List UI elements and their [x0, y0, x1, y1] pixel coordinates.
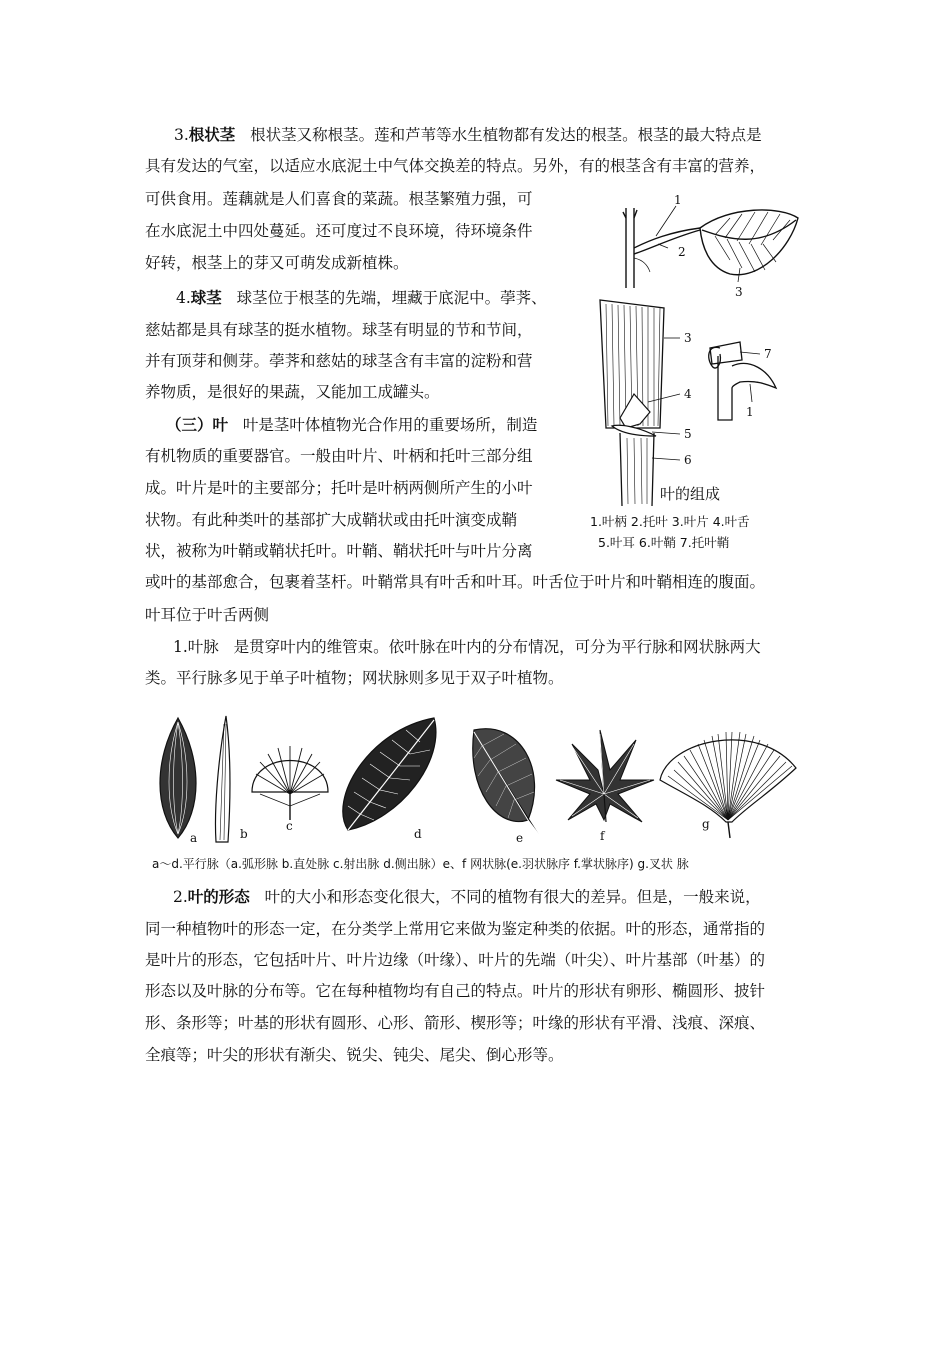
- letter-c: c: [286, 819, 293, 833]
- leaf-text-3: 成。叶片是叶的主要部分；托叶是叶柄两侧所产生的小叶: [145, 479, 533, 497]
- corm-text-2: 慈姑都是具有球茎的挺水植物。球茎有明显的节和节间，: [145, 321, 533, 339]
- corm-text-3: 并有顶芽和侧芽。荸荠和慈姑的球茎含有丰富的淀粉和营: [145, 352, 533, 370]
- venation-drawing: [148, 710, 808, 850]
- label-blade-bottom: 3: [684, 331, 692, 345]
- vein-paragraph-line1: [173, 632, 761, 663]
- rhizome-number: 3.: [174, 126, 189, 144]
- shape-text-3: 是叶片的形态，它包括叶片、叶片边缘（叶缘）、叶片的先端（叶尖）、叶片基部（叶基）的: [145, 951, 766, 969]
- letter-g: g: [702, 817, 710, 831]
- rhizome-text-1: 根状茎又称根茎。莲和芦苇等水生植物都有发达的根茎。根茎的最大特点是: [250, 126, 762, 144]
- leaf-text-5: 状，被称为叶鞘或鞘状托叶。叶鞘、鞘状托叶与叶片分离: [145, 542, 533, 560]
- label-stipule-top: 2: [678, 245, 686, 259]
- leaf-g-dichotomous-icon: [660, 732, 796, 838]
- leaf-text-4: 状物。有此种类叶的基部扩大成鞘状或由托叶演变成鞘: [145, 511, 518, 529]
- shape-heading: 叶的形态: [187, 888, 250, 906]
- letter-b: b: [240, 827, 248, 841]
- leaf-composition-title: 叶的组成: [660, 485, 721, 503]
- rhizome-text-4: 在水底泥土中四处蔓延。还可度过不良环境，待环境条件: [145, 222, 533, 240]
- corm-heading: 球茎: [190, 289, 222, 307]
- leaf-composition-figure: [590, 188, 810, 558]
- shape-text-5: 形、条形等；叶基的形状有圆形、心形、箭形、楔形等；叶缘的形状有平滑、浅痕、深痕、: [145, 1014, 766, 1032]
- vein-text-1: 是贯穿叶内的维管束。依叶脉在叶内的分布情况，可分为平行脉和网状脉两大: [233, 638, 761, 656]
- rhizome-paragraph-line1: [174, 120, 762, 151]
- corm-number: 4.: [176, 289, 191, 307]
- leaf-heading: 叶: [212, 416, 229, 434]
- corm-text-1: 球茎位于根茎的先端，埋藏于底泥中。荸荠、: [236, 289, 547, 307]
- letter-a: a: [190, 831, 198, 845]
- leaf-composition-drawing: [590, 188, 810, 508]
- letter-f: f: [600, 829, 605, 843]
- label-petiole-bottom: 1: [746, 405, 754, 419]
- leaf-paragraph-line1: [166, 410, 537, 441]
- shape-text-6: 全痕等；叶尖的形状有渐尖、锐尖、钝尖、尾尖、倒心形等。: [145, 1046, 564, 1064]
- leaf-d-lateral-icon: [343, 718, 436, 830]
- shape-number: 2.: [173, 888, 188, 906]
- label-blade-top: 3: [735, 285, 743, 299]
- shape-text-1: 叶的大小和形态变化很大，不同的植物有很大的差异。但是，一般来说，: [264, 888, 761, 906]
- leaf-e-pinnate-icon: [473, 729, 540, 836]
- leaf-text-6: 或叶的基部愈合，包裹着茎杆。叶鞘常具有叶舌和叶耳。叶舌位于叶片和叶鞘相连的腹面。: [145, 573, 766, 591]
- leaf-number: （三）: [166, 416, 213, 434]
- corm-text-4: 养物质，是很好的果蔬，又能加工成罐头。: [145, 383, 440, 401]
- label-auricle: 5: [684, 427, 692, 441]
- leaf-a-arcuate-icon: [160, 718, 196, 838]
- leaf-b-parallel-icon: [215, 716, 230, 842]
- leaf-c-radiate-icon: [252, 746, 328, 820]
- leaf-composition-legend-2: 5.叶耳 6.叶鞘 7.托叶鞘: [598, 535, 730, 550]
- leaf-text-2: 有机物质的重要器官。一般由叶片、叶柄和托叶三部分组: [145, 447, 533, 465]
- leaf-text-7: 叶耳位于叶舌两侧: [145, 606, 270, 624]
- label-petiole-top: 1: [674, 193, 682, 207]
- shape-paragraph-line1: [173, 882, 761, 913]
- corm-paragraph-line1: [176, 283, 547, 314]
- label-ocrea: 7: [764, 347, 772, 361]
- vein-number: 1.: [173, 638, 188, 656]
- shape-text-4: 形态以及叶脉的分布等。它在每种植物均有自己的特点。叶片的形状有卵形、椭圆形、披针: [145, 982, 766, 1000]
- venation-caption: a～d.平行脉（a.弧形脉 b.直处脉 c.射出脉 d.侧出脉）e、f 网状脉(e.羽状脉序 f.掌状脉序) g.叉状 脉: [152, 857, 689, 871]
- label-ligule: 4: [684, 387, 692, 401]
- vein-text-2: 类。平行脉多见于单子叶植物；网状脉则多见于双子叶植物。: [145, 669, 564, 687]
- rhizome-text-5: 好转，根茎上的芽又可萌发成新植株。: [145, 254, 409, 272]
- rhizome-text-2: 具有发达的气室，以适应水底泥土中气体交换差的特点。另外，有的根茎含有丰富的营养，: [145, 157, 766, 175]
- leaf-composition-legend-1: 1.叶柄 2.托叶 3.叶片 4.叶舌: [590, 514, 750, 529]
- shape-text-2: 同一种植物叶的形态一定，在分类学上常用它来做为鉴定种类的依据。叶的形态，通常指的: [145, 920, 766, 938]
- vein-heading: 叶脉: [187, 638, 219, 656]
- letter-e: e: [516, 831, 524, 845]
- label-sheath: 6: [684, 453, 692, 467]
- rhizome-text-3: 可供食用。莲藕就是人们喜食的菜蔬。根茎繁殖力强，可: [145, 190, 533, 208]
- leaf-f-palmate-icon: [556, 730, 654, 822]
- venation-figure: [148, 710, 808, 860]
- leaf-text-1: 叶是茎叶体植物光合作用的重要场所，制造: [242, 416, 538, 434]
- rhizome-heading: 根状茎: [188, 126, 236, 144]
- letter-d: d: [414, 827, 422, 841]
